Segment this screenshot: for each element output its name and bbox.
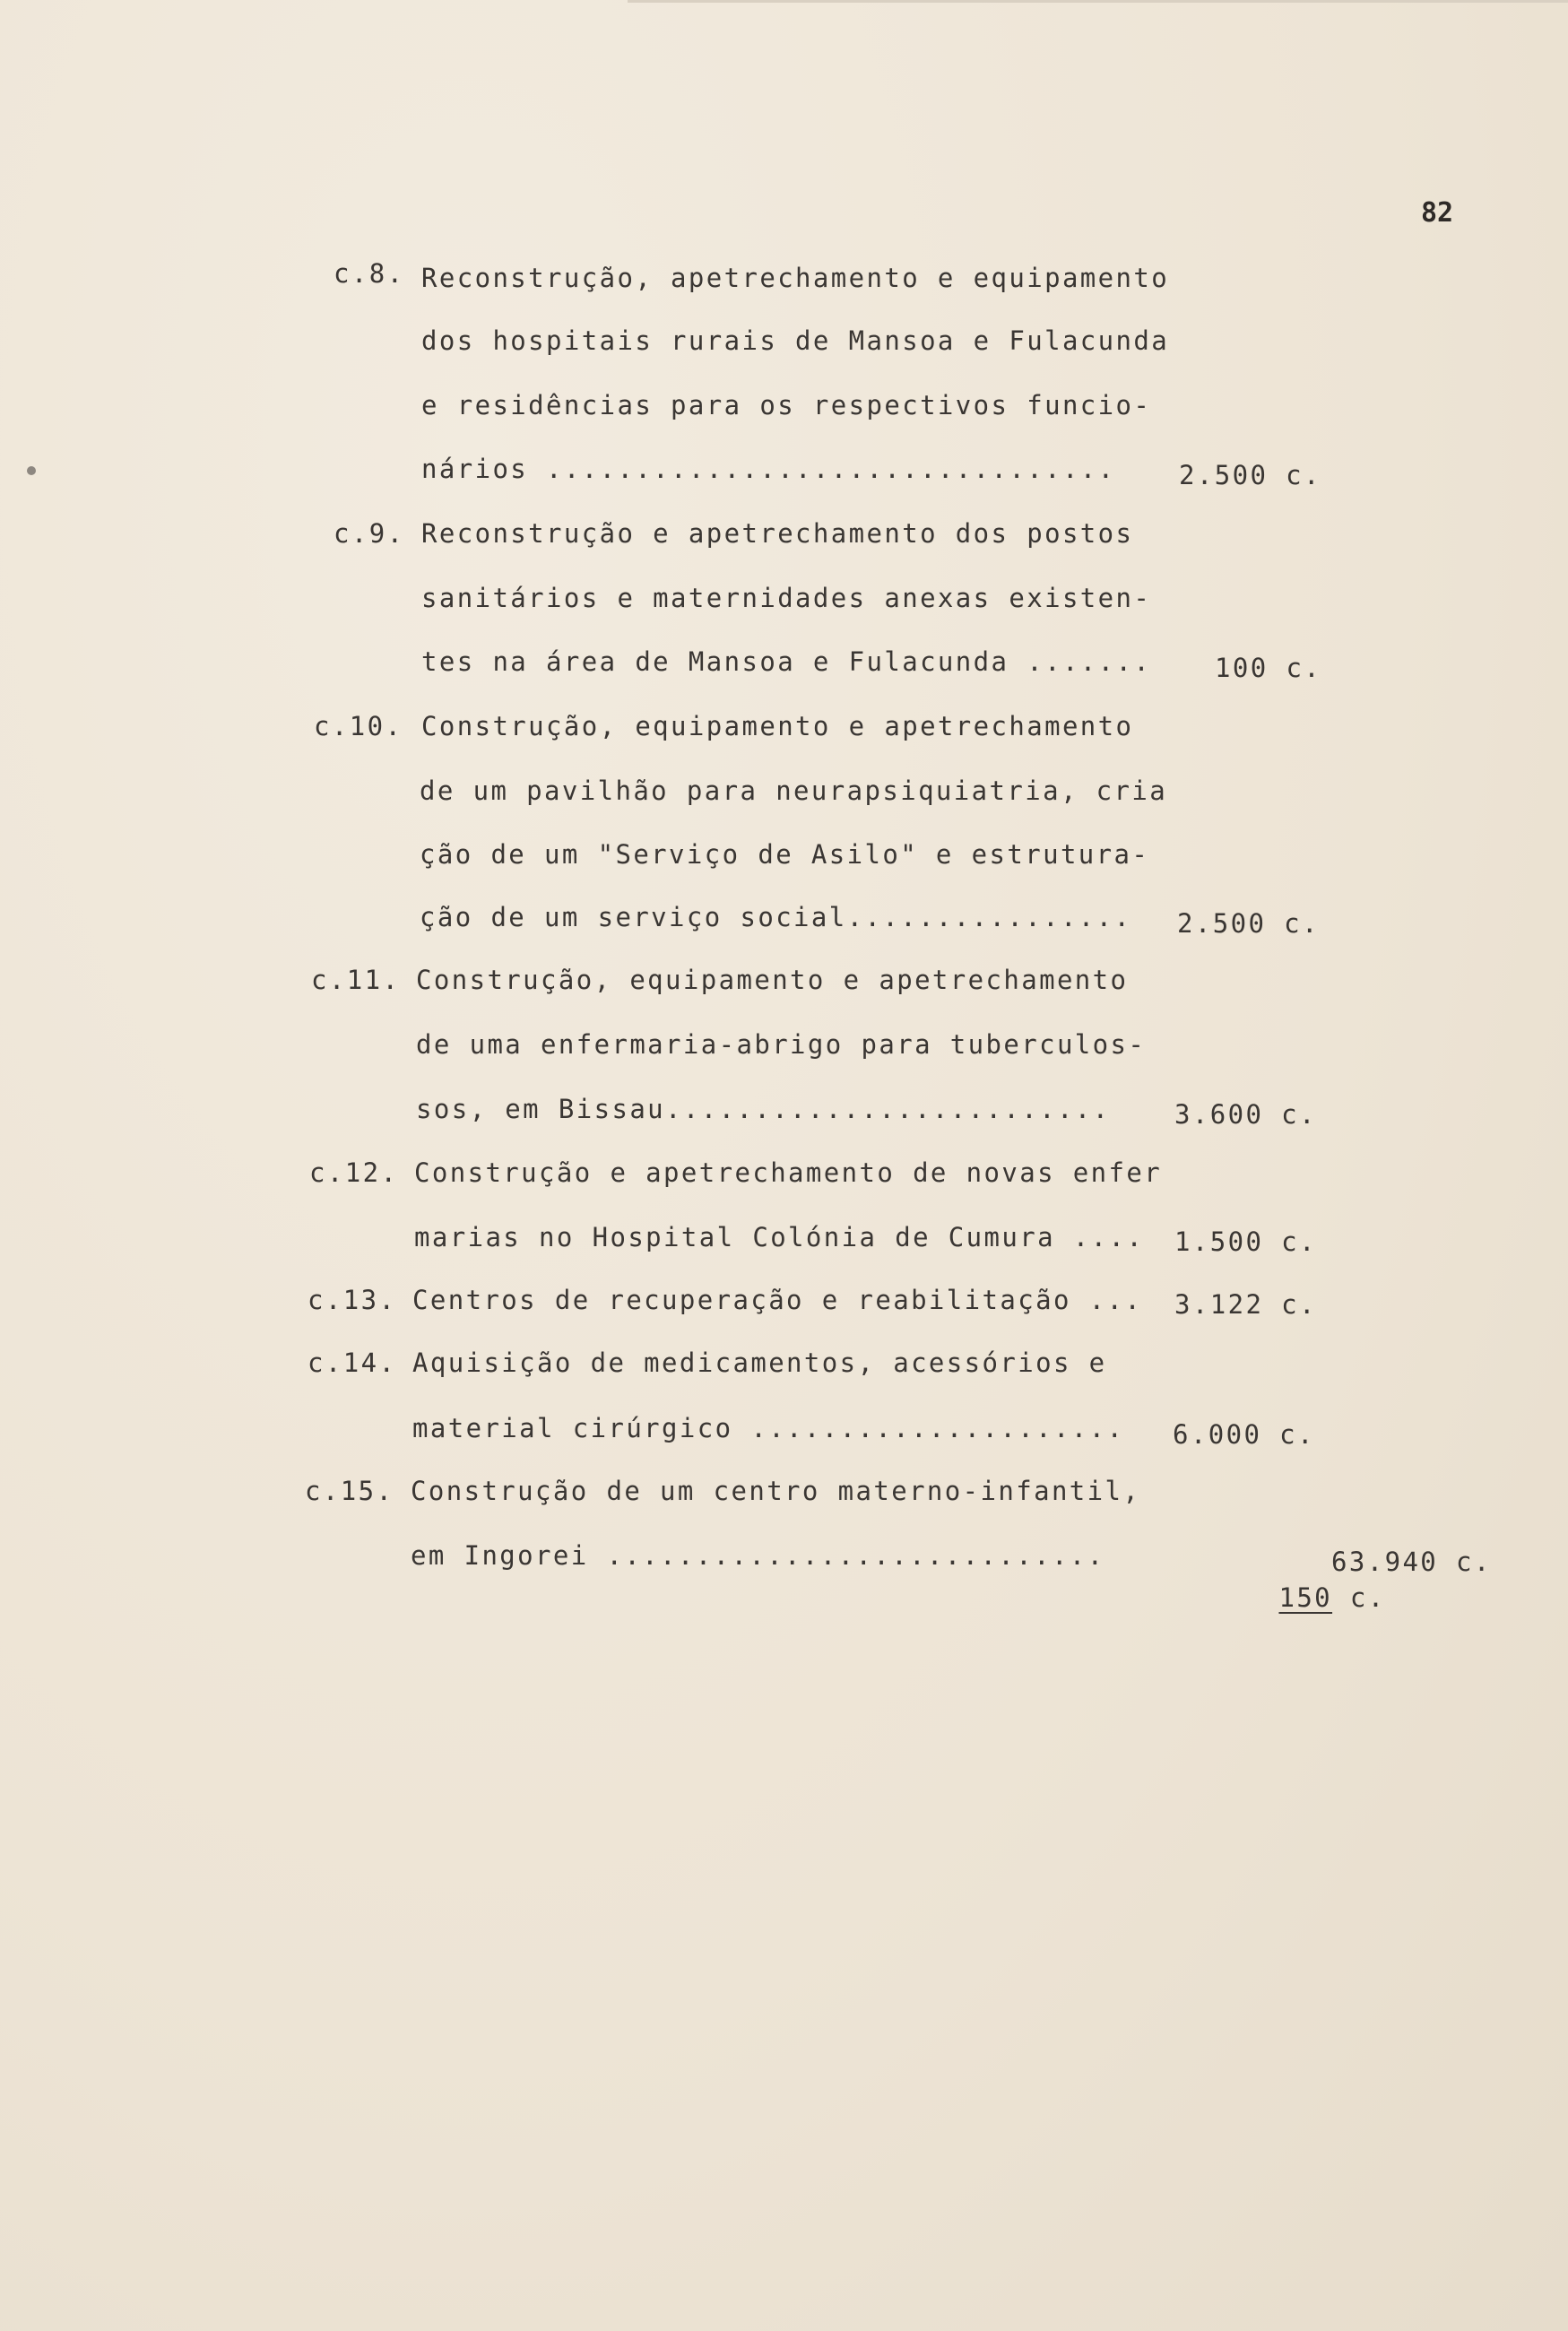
item-code: c.8.	[334, 258, 405, 289]
item-code: c.10.	[314, 711, 403, 741]
item-line: de um pavilhão para neurapsiquiatria, cria	[420, 776, 1168, 806]
item-line: Aquisição de medicamentos, acessórios e	[412, 1347, 1107, 1378]
item-code: c.14.	[308, 1347, 397, 1378]
item-line: Construção, equipamento e apetrechamento	[421, 711, 1134, 741]
item-line: Construção e apetrechamento de novas enfer	[414, 1157, 1163, 1188]
item-line: Reconstrução, apetrechamento e equipamento	[421, 263, 1170, 293]
item-line: ção de um "Serviço de Asilo" e estrutura-	[420, 839, 1150, 870]
item-code: c.11.	[311, 965, 401, 995]
item-code: c.12.	[309, 1157, 399, 1188]
item-amount-value: 150	[1278, 1582, 1333, 1613]
item-line: material cirúrgico .....................	[412, 1413, 1125, 1443]
page-edge-rule	[628, 0, 1568, 3]
item-line: em Ingorei ............................	[411, 1540, 1105, 1571]
item-line: tes na área de Mansoa e Fulacunda .......	[421, 646, 1152, 677]
grand-total: 63.940 c.	[1331, 1547, 1492, 1577]
item-code: c.15.	[305, 1476, 394, 1506]
item-line: nários ................................	[421, 454, 1116, 484]
item-line: e residências para os respectivos funcio-	[421, 390, 1152, 420]
item-amount: 100 c.	[1215, 653, 1322, 683]
item-amount: 1.500 c.	[1174, 1226, 1317, 1257]
item-line: Construção de um centro materno-infantil,	[411, 1476, 1141, 1506]
item-line: de uma enfermaria-abrigo para tuberculos-	[416, 1029, 1147, 1060]
item-amount: 2.500 c.	[1177, 908, 1320, 939]
item-line: Construção, equipamento e apetrechamento	[416, 965, 1129, 995]
item-amount: 3.600 c.	[1174, 1099, 1317, 1130]
item-line: ção de um serviço social................	[420, 902, 1132, 932]
item-amount: 2.500 c.	[1179, 460, 1321, 490]
page-number: 82	[1421, 197, 1454, 229]
item-amount-unit-text: c.	[1349, 1582, 1386, 1613]
item-amount-unit	[1332, 1582, 1350, 1613]
item-line: sanitários e maternidades anexas existen-	[421, 583, 1152, 613]
item-line: sos, em Bissau.........................	[416, 1094, 1111, 1124]
item-line: Reconstrução e apetrechamento dos postos	[421, 518, 1134, 549]
item-code: c.13.	[308, 1285, 397, 1315]
item-line: Centros de recuperação e reabilitação ...	[412, 1285, 1143, 1315]
item-line: dos hospitais rurais de Mansoa e Fulacunda	[421, 325, 1170, 356]
item-amount: 6.000 c.	[1173, 1419, 1315, 1450]
item-amount: 3.122 c.	[1174, 1289, 1317, 1320]
item-code: c.9.	[334, 518, 405, 549]
punch-hole	[27, 466, 36, 475]
item-line: marias no Hospital Colónia de Cumura ....	[414, 1222, 1145, 1252]
